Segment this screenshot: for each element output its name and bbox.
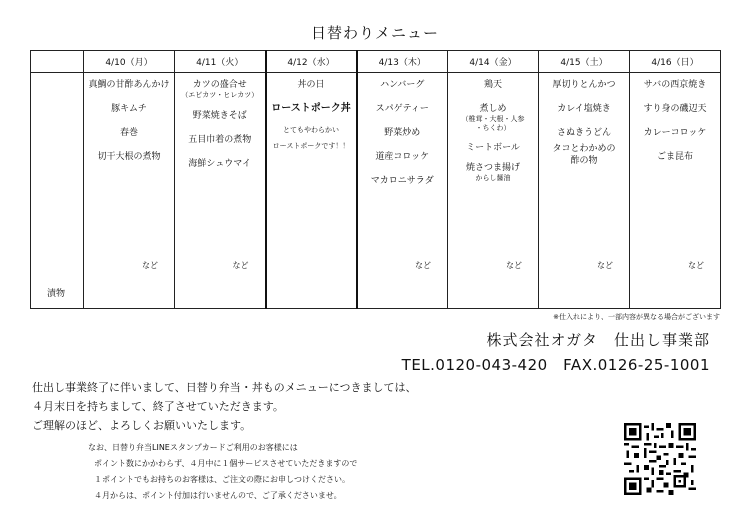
menu-description: ローストポークです！！ [272, 142, 350, 150]
etc-label: など [688, 261, 704, 270]
etc-label: など [232, 261, 249, 270]
menu-item-name: カツの盛合せ [192, 80, 247, 90]
menu-item: ハンバーグ [380, 80, 425, 90]
etc-label: など [506, 261, 522, 270]
menu-item: ごま昆布 [656, 152, 693, 162]
notice-line: ポイント数にかかわらず、４月中に１個サービスさせていただきますので [94, 459, 358, 468]
menu-item: 野菜焼きそば [192, 111, 247, 121]
day-header: 4/12（水） [266, 51, 357, 73]
notice-line: ４月からは、ポイント付加は行いませんので、ご了承くださいませ。 [94, 491, 342, 500]
menu-item: 厚切りとんかつ [552, 80, 616, 90]
contact-numbers: TEL.0120-043-420 FAX.0126-25-1001 [401, 356, 710, 374]
day-cell-fri [448, 73, 539, 309]
menu-item: マカロニサラダ [370, 176, 434, 186]
day-header: 4/10（月） [84, 51, 175, 73]
menu-item: 五目巾着の煮物 [188, 135, 252, 145]
menu-item [175, 79, 265, 100]
menu-item-sub: ・ちくわ） [475, 124, 511, 132]
menu-item: ミートボール [466, 143, 520, 153]
menu-item: 真鯛の甘酢あんかけ [88, 80, 170, 90]
menu-item [448, 162, 538, 183]
table-header-row [31, 51, 721, 73]
menu-item: カレイ塩焼き [557, 104, 611, 114]
notice-line: １ポイントでもお持ちのお客様は、ご注文の際にお申しつけください。 [94, 475, 350, 484]
menu-item-sub: （椎茸・大根・人参 [461, 115, 525, 123]
company-name: 株式会社オガタ 仕出し事業部 [486, 331, 710, 349]
menu-item: サバの西京焼き [643, 80, 707, 90]
menu-item-sub: （エビカツ・ヒレカツ） [181, 91, 259, 99]
day-header: 4/15（土） [539, 51, 630, 73]
row-label-cell [31, 73, 84, 309]
menu-item: 海鮮シュウマイ [188, 159, 252, 169]
etc-label: など [597, 261, 613, 270]
day-cell-thu [357, 73, 448, 309]
notice-line: ご理解のほど、よろしくお願いいたします。 [32, 419, 252, 432]
day-cell-tue [175, 73, 266, 309]
etc-label: など [415, 261, 431, 270]
notice-line: 仕出し事業終了に伴いまして、日替り弁当・丼ものメニューにつきましては、 [32, 381, 417, 394]
notice-line: ４月末日を持ちまして、終了させていただきます。 [32, 400, 284, 413]
menu-item: 丼の日 [297, 80, 325, 90]
menu-item-name: 焼さつま揚げ [465, 163, 520, 173]
stamp-card-notice [88, 440, 357, 504]
day-cell-wed [266, 73, 357, 309]
day-cell-mon [84, 73, 175, 309]
pickles-label: 漬物 [47, 289, 66, 299]
menu-item: スパゲティー [375, 104, 429, 114]
menu-item: 春巻 [119, 128, 138, 138]
supply-note: ※仕入れにより、一部内容が異なる場合がございます [553, 313, 720, 321]
menu-table [30, 50, 721, 309]
page-title: 日替わりメニュー [310, 24, 439, 42]
menu-item-name: 煮しめ [479, 104, 507, 114]
day-header: 4/14（金） [448, 51, 539, 73]
menu-item: さぬきうどん [556, 128, 611, 138]
header-corner [31, 51, 84, 73]
qr-code[interactable] [624, 423, 696, 495]
menu-description: とてもやわらかい [283, 126, 339, 134]
menu-body-row [31, 73, 721, 309]
day-cell-sun [630, 73, 721, 309]
menu-item-highlight: ローストポーク丼 [271, 103, 351, 114]
menu-item: すり身の磯辺天 [643, 104, 707, 114]
menu-item: タコとわかめの [552, 144, 616, 154]
menu-item: 切干大根の煮物 [97, 152, 161, 162]
menu-item: 鶏天 [483, 80, 502, 90]
day-cell-sat [539, 73, 630, 309]
day-header: 4/11（火） [175, 51, 266, 73]
menu-item: カレーコロッケ [643, 128, 707, 138]
service-end-notice [32, 378, 417, 435]
menu-item: 野菜炒め [384, 128, 421, 138]
etc-label: など [142, 261, 158, 270]
menu-item-sub: からし醤油 [475, 174, 511, 182]
menu-item: 酢の物 [570, 156, 598, 166]
notice-line: なお、日替り弁当LINEスタンプカードご利用のお客様には [88, 443, 298, 452]
menu-item [448, 103, 538, 133]
menu-item: 豚キムチ [111, 104, 147, 114]
day-header: 4/16（日） [630, 51, 721, 73]
menu-item: 道産コロッケ [375, 152, 430, 162]
day-header: 4/13（木） [357, 51, 448, 73]
